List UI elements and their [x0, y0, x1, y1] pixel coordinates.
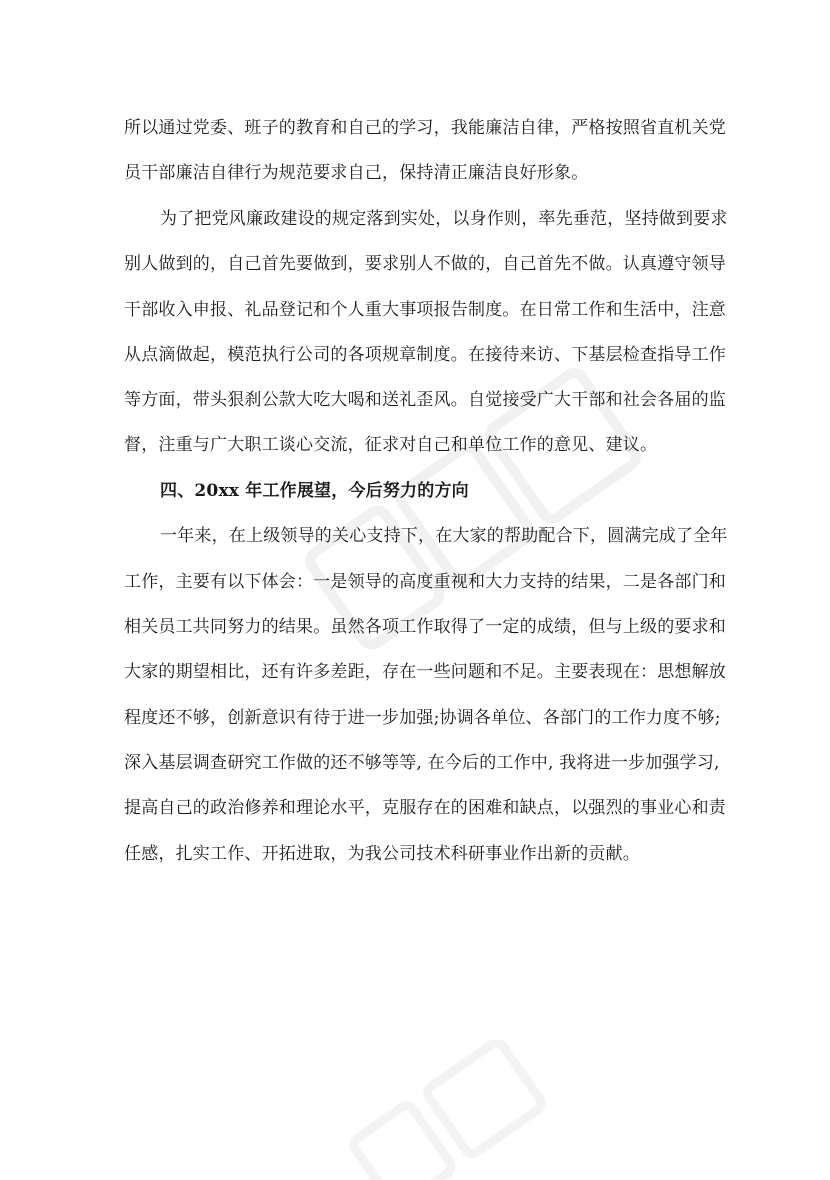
paragraph-line: 任感，扎实工作、开拓进取，为我公司技术科研事业作出新的贡献。 [124, 844, 640, 864]
paragraph-line: 工作，主要有以下体会：一是领导的高度重视和大力支持的结果，二是各部门和 [124, 572, 726, 592]
paragraph-line: 一年来，在上级领导的关心支持下，在大家的帮助配合下，圆满完成了全年 [160, 526, 728, 546]
paragraph-line: 督，注重与广大职工谈心交流，征求对自己和单位工作的意见、建议。 [124, 435, 658, 455]
paragraph-line: 所以通过党委、班子的教育和自己的学习，我能廉洁自律，严格按照省直机关党 [124, 118, 726, 138]
paragraph-line: 提高自己的政治修养和理论水平，克服存在的困难和缺点，以强烈的事业心和责 [124, 798, 726, 818]
paragraph-line: 相关员工共同努力的结果。虽然各项工作取得了一定的成绩，但与上级的要求和 [124, 617, 726, 637]
paragraph-line: 别人做到的，自己首先要做到，要求别人不做的，自己首先不做。认真遵守领导 [124, 254, 726, 274]
paragraph-line: 从点滴做起，模范执行公司的各项规章制度。在接待来访、下基层检查指导工作 [124, 345, 726, 365]
paragraph-line: 干部收入申报、礼品登记和个人重大事项报告制度。在日常工作和生活中，注意 [124, 300, 726, 320]
paragraph-line: 大家的期望相比，还有许多差距，存在一些问题和不足。主要表现在：思想解放 [124, 662, 726, 682]
paragraph-line: 等方面，带头狠刹公款大吃大喝和送礼歪风。自觉接受广大干部和社会各届的监 [124, 390, 726, 410]
paragraph-line: 为了把党风廉政建设的规定落到实处，以身作则，率先垂范，坚持做到要求 [160, 209, 728, 229]
paragraph-line: 程度还不够，创新意识有待于进一步加强;协调各单位、各部门的工作力度不够; [124, 708, 721, 728]
watermark-image-bottom [320, 1040, 580, 1180]
section-heading: 四、20xx 年工作展望，今后努力的方向 [160, 481, 469, 501]
paragraph-line: 深入基层调查研究工作做的还不够等等, 在今后的工作中, 我将进一步加强学习, [124, 753, 720, 773]
paragraph-line: 员干部廉洁自律行为规范要求自己，保持清正廉洁良好形象。 [124, 163, 589, 183]
